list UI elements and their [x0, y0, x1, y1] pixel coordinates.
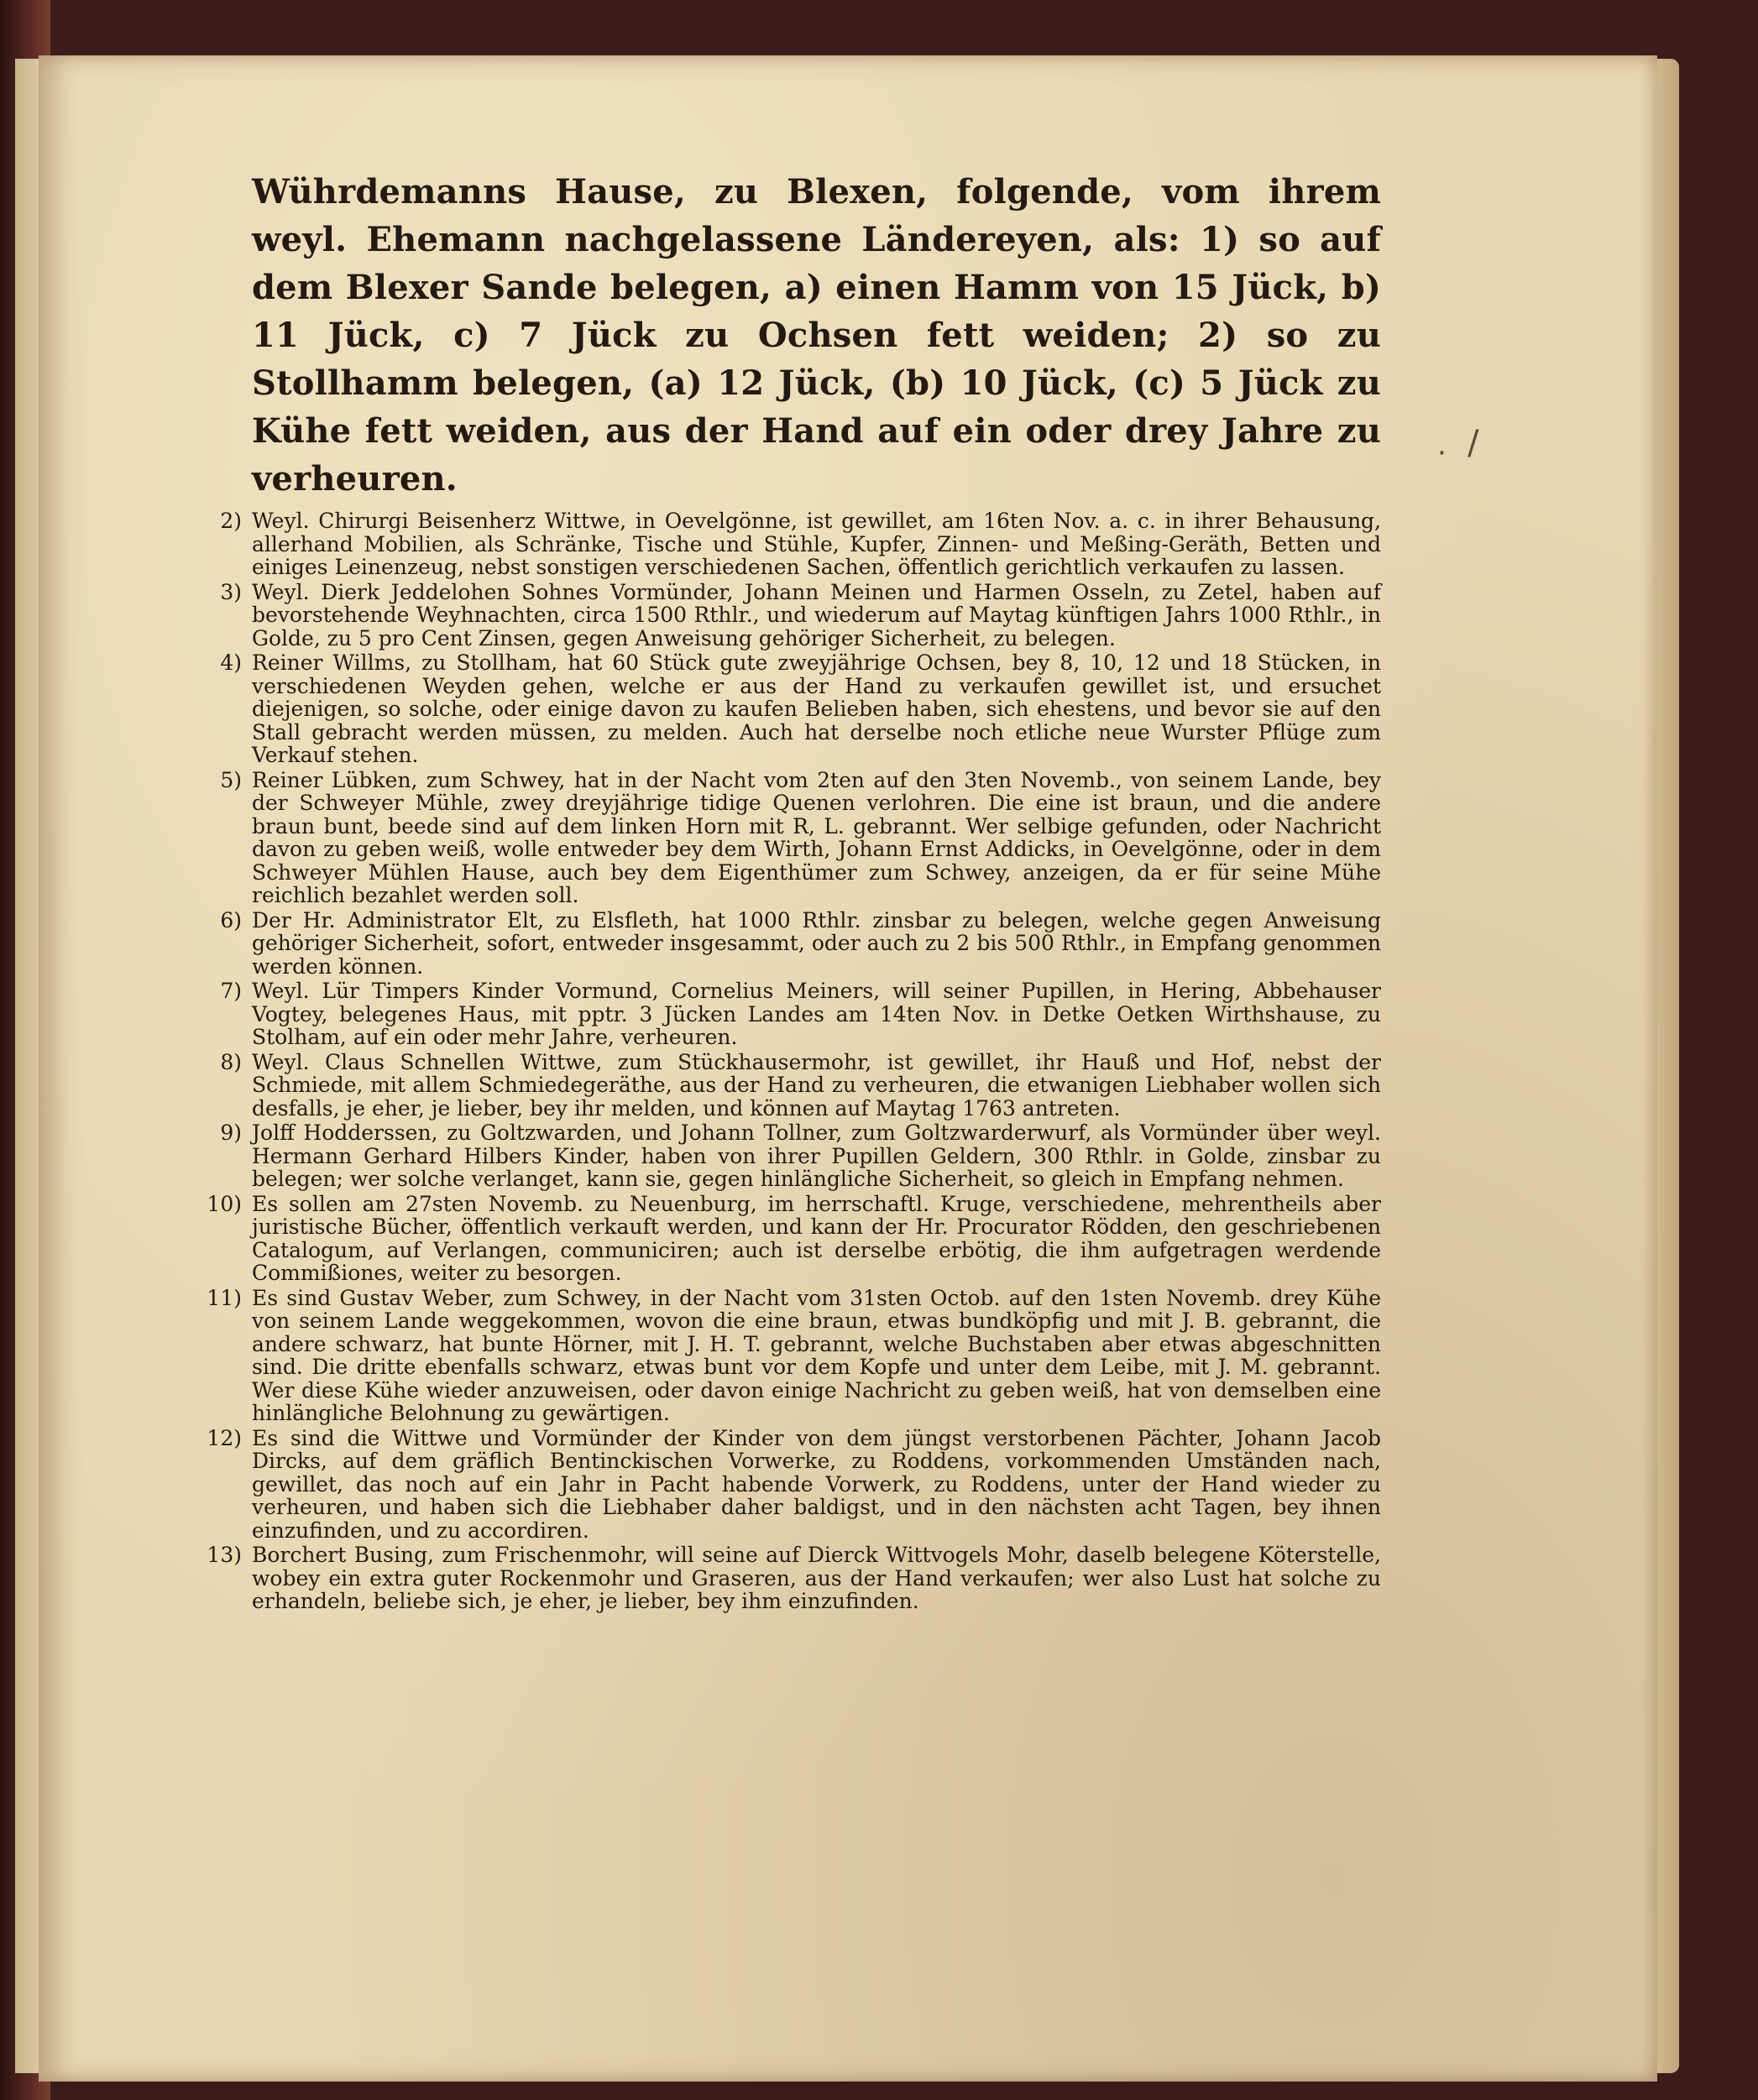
entry-number: 13) [207, 1543, 242, 1567]
entry-number: 4) [220, 650, 242, 675]
entry-text: Jolff Hodderssen, zu Goltzwarden, und Johann Tollner, zum Goltzwarderwurf, als Vormünder über weyl. Hermann Gerhard Hilbers Kinder, haben von ihrer Pupillen Geldern, 300 Rthlr. in Golde, zinsbar zu belegen; wer solche verlanget, kann sie, gegen hinlängliche Sicherheit, so gleich in Empfang nehmen. [252, 1121, 1381, 1191]
margin-dot: · [1437, 436, 1447, 470]
list-item [220, 767, 1381, 907]
entry-number: 10) [207, 1191, 242, 1216]
entry-text: Der Hr. Administrator Elt, zu Elsfleth, hat 1000 Rthlr. zinsbar zu belegen, welche gegen Anweisung gehöriger Sicherheit, sofort, entweder insgesammt, oder auch zu 2 bis 500 Rthlr., in Empfang genommen werden können. [252, 907, 1381, 979]
list-item [207, 1191, 1381, 1285]
entry-number: 3) [220, 579, 242, 604]
entry-text: Weyl. Chirurgi Beisenherz Wittwe, in Oevelgönne, ist gewillet, am 16ten Nov. a. c. in ihrer Behausung, allerhand Mobilien, als Schränke, Tische und Stühle, Kupfer, Zinnen- und Meßing-Geräth, Betten und einiges Leinenzeug, nebst sonstigen verschiedenen Sachen, öffentlich gerichtlich verkaufen zu lassen. [252, 509, 1381, 579]
entry-text: Borchert Busing, zum Frischenmohr, will seine auf Dierck Wittvogels Mohr, daselb belegene Köterstelle, wobey ein extra guter Rockenmohr und Graseren, aus der Hand verkaufen; wer also Lust hat solche zu erhandeln, beliebe sich, je eher, je lieber, bey ihm einzufinden. [252, 1543, 1381, 1613]
list-item [207, 1285, 1381, 1425]
entry-number: 11) [207, 1285, 242, 1310]
entry-number: 8) [220, 1049, 242, 1074]
entry-text: Reiner Willms, zu Stollham, hat 60 Stück gute zweyjährige Ochsen, bey 8, 10, 12 und 18 Stücken, in verschiedenen Weyden gehen, welche er aus der Hand zu verkaufen gewillet ist, und ersuchet diejenigen, so solche, oder einige davon zu kaufen Belieben haben, sich ehestens, und bevor sie auf den Stall gebracht werden müssen, zu melden. Auch hat derselbe noch etliche neue Wurster Pflüge zum Verkauf stehen. [252, 650, 1381, 767]
margin-slash: / [1468, 424, 1479, 462]
entry-text: Weyl. Lür Timpers Kinder Vormund, Cornelius Meiners, will seiner Pupillen, in Hering, Abbehauser Vogtey, belegenes Haus, mit pptr. 3 Jücken Landes am 14ten Nov. in Detke Oetken Wirthshause, zu Stolham, auf ein oder mehr Jahre, verheuren. [252, 979, 1381, 1049]
list-item [220, 1049, 1381, 1121]
list-item [220, 1121, 1381, 1191]
list-item [220, 509, 1381, 579]
entry-number: 9) [220, 1121, 242, 1145]
list-item [207, 1543, 1381, 1613]
intro-paragraph: Wührdemanns Hause, zu Blexen, folgende, vom ihrem weyl. Ehemann nachgelassene Ländereyen, als: 1) so auf dem Blexer Sande belegen, a) einen Hamm von 15 Jück, b) 11 Jück, c) 7 Jück zu Ochsen fett weiden; 2) so zu Stollhamm belegen, (a) 12 Jück, (b) 10 Jück, (c) 5 Jück zu Kühe fett weiden, aus der Hand auf ein oder drey Jahre zu verheuren. [252, 172, 1381, 499]
list-item [207, 1425, 1381, 1543]
entry-text: Es sind die Wittwe und Vormünder der Kinder von dem jüngst verstorbenen Pächter, Johann Jacob Dircks, auf dem gräflich Bentinckischen Vorwerke, zu Roddens, vorkommenden Umständen nach, gewillet, das noch auf ein Jahr in Pacht habende Vorwerk, zu Roddens, unter der Hand wieder zu verheuren, und haben sich die Liebhaber daher baldigst, und in den nächsten acht Tagen, bey ihnen einzufinden, und zu accordiren. [252, 1425, 1381, 1543]
entry-text: Weyl. Claus Schnellen Wittwe, zum Stückhausermohr, ist gewillet, ihr Hauß und Hof, nebst der Schmiede, mit allem Schmiedegeräthe, aus der Hand zu verheuren, die etwanigen Liebhaber wollen sich desfalls, je eher, je lieber, bey ihr melden, und können auf Maytag 1763 antreten. [252, 1049, 1381, 1121]
list-item [220, 579, 1381, 650]
entry-number: 7) [220, 979, 242, 1003]
entry-number: 2) [220, 509, 242, 533]
entry-text: Reiner Lübken, zum Schwey, hat in der Nacht vom 2ten auf den 3ten Novemb., von seinem Lande, bey der Schweyer Mühle, zwey dreyjährige tidige Quenen verlohren. Die eine ist braun, und die andere braun bunt, beede sind auf dem linken Horn mit R, L. gebrannt. Wer selbige gefunden, oder Nachricht davon zu geben weiß, wolle entweder bey dem Wirth, Johann Ernst Addicks, in Oevelgönne, oder in dem Schweyer Mühlen Hause, auch bey dem Eigenthümer zum Schwey, anzeigen, da er für seine Mühe reichlich bezahlet werden soll. [252, 767, 1381, 907]
entry-text: Es sind Gustav Weber, zum Schwey, in der Nacht vom 31sten Octob. auf den 1sten Novemb. drey Kühe von seinem Lande weggekommen, wovon die eine braun, etwas bundköpfig und mit J. B. gebrannt, die andere schwarz, hat bunte Hörner, mit J. H. T. gebrannt, welche Buchstaben aber etwas abgeschnitten sind. Die dritte ebenfalls schwarz, etwas bunt vor dem Kopfe und unter dem Leibe, mit J. M. gebrannt. Wer diese Kühe wieder anzuweisen, oder davon einige Nachricht zu geben weiß, hat von demselben eine hinlängliche Belohnung zu gewärtigen. [252, 1285, 1381, 1425]
list-item [220, 907, 1381, 979]
entry-text: Weyl. Dierk Jeddelohen Sohnes Vormünder, Johann Meinen und Harmen Osseln, zu Zetel, haben auf bevorstehende Weyhnachten, circa 1500 Rthlr., und wiederum auf Maytag künftigen Jahrs 1000 Rthlr., in Golde, zu 5 pro Cent Zinsen, gegen Anweisung gehöriger Sicherheit, zu belegen. [252, 579, 1381, 650]
entry-number: 6) [220, 907, 242, 932]
list-item [220, 979, 1381, 1049]
entry-list [207, 509, 1381, 1613]
entry-number: 5) [220, 767, 242, 792]
page-text [207, 168, 1381, 1615]
entry-text: Es sollen am 27sten Novemb. zu Neuenburg, im herrschaftl. Kruge, verschiedene, mehrentheils aber juristische Bücher, öffentlich verkauft werden, und kann der Hr. Procurator Rödden, den geschriebenen Catalogum, auf Verlangen, communiciren; auch ist derselbe erbötig, die ihm aufgetragen werdende Commißiones, weiter zu besorgen. [252, 1191, 1381, 1285]
list-item [220, 650, 1381, 767]
entry-number: 12) [207, 1425, 242, 1450]
